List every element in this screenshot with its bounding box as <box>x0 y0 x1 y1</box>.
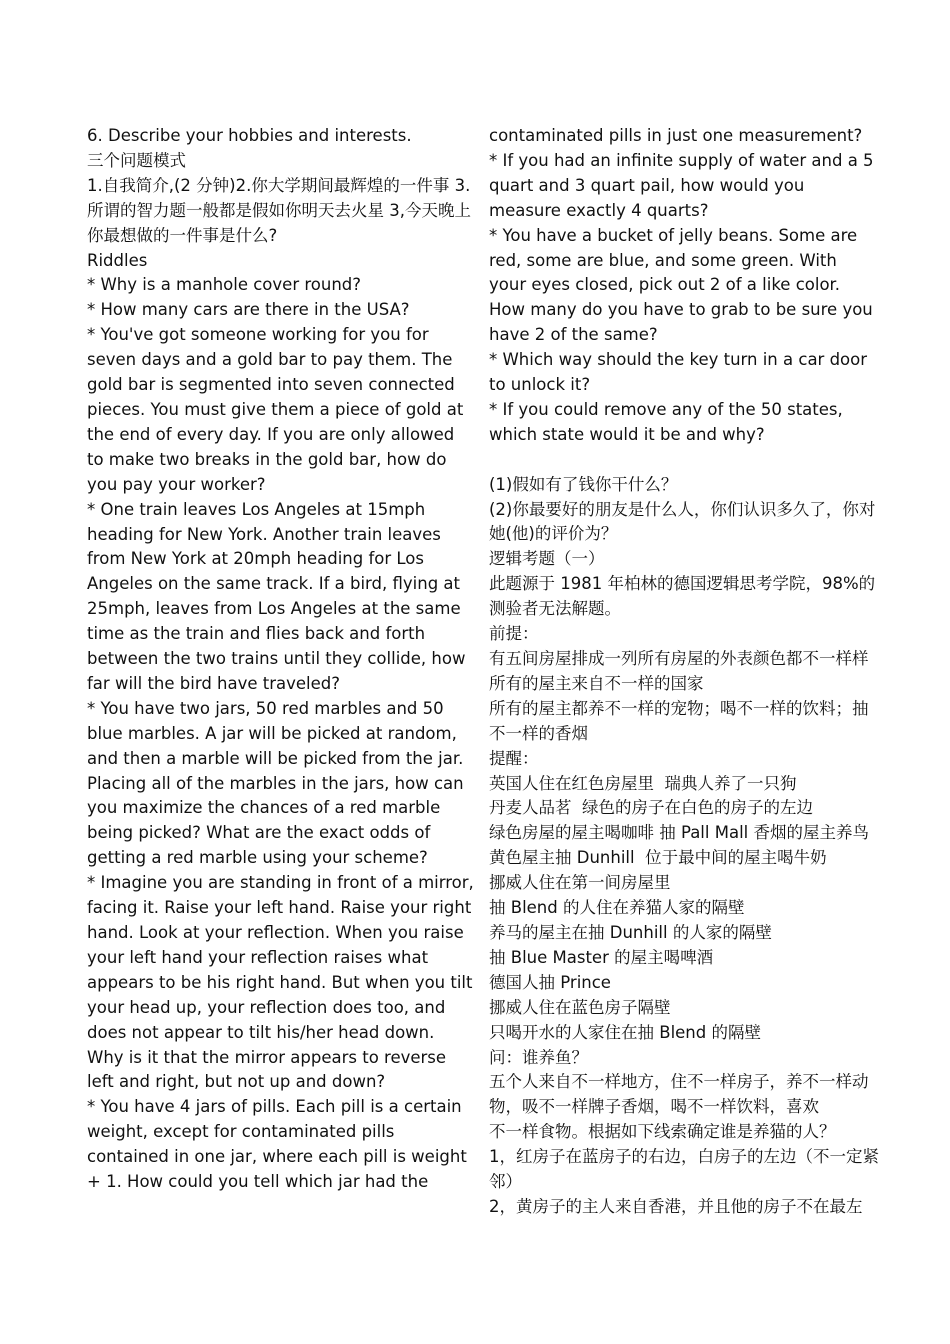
hint-line: 挪威人住在蓝色房子隔壁 <box>489 997 671 1017</box>
paragraph-spacer <box>489 448 879 473</box>
premise-label: 前提： <box>489 624 539 644</box>
hint-line: 养马的屋主在抽 Dunhill 的人家的隔壁 <box>489 922 772 942</box>
riddle-item: * You have 4 jars of pills. Each pill is a certain weight, except for contaminated pills contained in one jar, where each pill is weight + 1. How could you tell which jar had the <box>87 1097 473 1192</box>
question-best-friend: (2)你最要好的朋友是什么人，你们认识多久了，你对她(他)的评价为？ <box>489 499 876 544</box>
second-puzzle-text: 五个人来自不一样地方，住不一样房子，养不一样动物，吸不一样牌子香烟，喝不一样饮料，喜欢 <box>489 1072 869 1117</box>
riddle-item: * If you had an infinite supply of water and a 5 quart and 3 quart pail, how would you measure exactly 4 quarts? <box>489 150 879 220</box>
riddle-item: * Why is a manhole cover round? <box>87 275 362 295</box>
premise-line: 所有的屋主来自不一样的国家 <box>489 673 704 693</box>
clue-line: 2，黄房子的主人来自香港，并且他的房子不在最左 <box>489 1196 863 1216</box>
hint-line: 绿色房屋的屋主喝咖啡 抽 Pall Mall 香烟的屋主养鸟 <box>489 823 869 843</box>
second-puzzle-text: 不一样食物。根据如下线索确定谁是养猫的人？ <box>489 1122 836 1142</box>
clue-line: 1，红房子在蓝房子的右边，白房子的左边（不一定紧邻） <box>489 1147 879 1192</box>
puzzle-question: 问：谁养鱼？ <box>489 1047 588 1067</box>
premise-line: 所有的屋主都养不一样的宠物；喝不一样的饮料；抽不一样的香烟 <box>489 698 869 743</box>
hint-line: 抽 Blue Master 的屋主喝啤酒 <box>489 947 714 967</box>
hint-line: 英国人住在红色房屋里 瑞典人养了一只狗 <box>489 773 797 793</box>
hints-label: 提醒： <box>489 748 539 768</box>
riddle-item: * How many cars are there in the USA? <box>87 300 410 320</box>
riddle-item: * You have a bucket of jelly beans. Some are red, some are blue, and some green. With your eyes closed, pick out 2 of a like color. How many do you have to grab to be sure you have 2 of the same? <box>489 225 879 345</box>
hint-line: 黄色屋主抽 Dunhill 位于最中间的屋主喝牛奶 <box>489 848 827 868</box>
riddles-heading: Riddles <box>87 250 148 270</box>
premise-line: 有五间房屋排成一列所有房屋的外表颜色都不一样样 <box>489 649 869 669</box>
hint-line: 挪威人住在第一间房屋里 <box>489 873 671 893</box>
logic-puzzle-intro: 此题源于 1981 年柏林的德国逻辑思考学院，98%的测验者无法解题。 <box>489 574 876 619</box>
hint-line: 只喝开水的人家住在抽 Blend 的隔壁 <box>489 1022 761 1042</box>
riddle-continuation: contaminated pills in just one measurement? <box>489 126 863 145</box>
section-heading-three-questions: 三个问题模式 <box>87 150 186 170</box>
right-column <box>489 124 879 1220</box>
riddle-item: * Which way should the key turn in a car door to unlock it? <box>489 350 873 395</box>
three-questions-text: 1.自我简介,(2 分钟)2.你大学期间最辉煌的一件事 3.所谓的智力题一般都是假如你明天去火星 3,今天晚上你最想做的一件事是什么? <box>87 175 471 245</box>
hobbies-question: 6. Describe your hobbies and interests. <box>87 126 412 145</box>
hint-line: 丹麦人品茗 绿色的房子在白色的房子的左边 <box>489 798 813 818</box>
hint-line: 抽 Blend 的人住在养猫人家的隔壁 <box>489 898 745 918</box>
riddle-item: * Imagine you are standing in front of a mirror, facing it. Raise your left hand. Raise your right hand. Look at your reflection. When you raise your left hand your reflection raises what appears to be his right hand. But when you tilt your head up, your reflection does too, and does not appear to tilt his/her head down. Why is it that the mirror appears to reverse left and right, but not up and down? <box>87 873 480 1092</box>
riddle-item: * If you could remove any of the 50 states, which state would it be and why? <box>489 399 848 444</box>
logic-puzzle-heading: 逻辑考题（一） <box>489 549 605 569</box>
left-column <box>87 124 480 1195</box>
riddle-item: * You've got someone working for you for seven days and a gold bar to pay them. The gold bar is segmented into seven connected pieces. You must give them a piece of gold at the end of every day. If you are only allowed to make two breaks in the gold bar, how do you pay your worker? <box>87 325 469 494</box>
hint-line: 德国人抽 Prince <box>489 972 611 992</box>
question-money: (1)假如有了钱你干什么？ <box>489 474 678 494</box>
riddle-item: * You have two jars, 50 red marbles and 50 blue marbles. A jar will be picked at random, and then a marble will be picked from the jar. Placing all of the marbles in the jars, how can you maximize the chances of a red marble being picked? What are the exact odds of getting a red marble using your scheme? <box>87 698 469 868</box>
riddle-item: * One train leaves Los Angeles at 15mph heading for New York. Another train leaves from New York at 20mph heading for Los Angeles on the same track. If a bird, flying at 25mph, leaves from Los Angeles at the same time as the train and flies back and forth between the two trains until they collide, how far will the bird have traveled? <box>87 499 471 693</box>
